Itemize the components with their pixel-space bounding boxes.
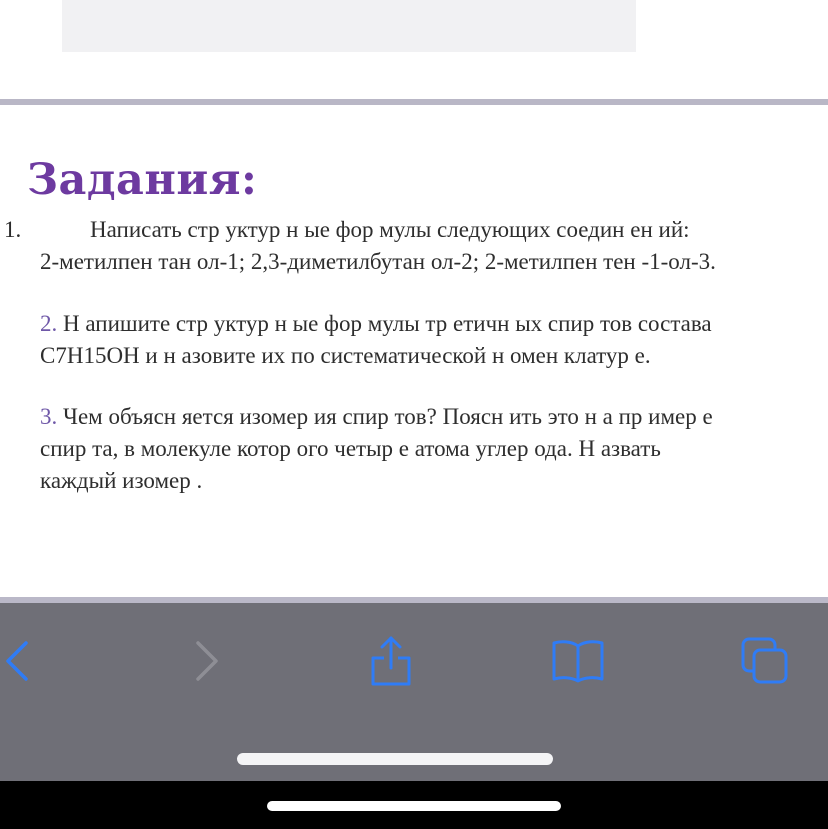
task-3-line-2: спир та, в молекуле котор ого четыр е атома углер ода. Н азвать (40, 436, 661, 461)
chevron-left-icon (0, 639, 36, 683)
task-1-line-1: Написать стр уктур н ые фор мулы следующих соедин ен ий: (90, 217, 690, 242)
bookmarks-button[interactable] (546, 629, 610, 693)
top-blurred-area (0, 0, 828, 100)
tabs-button[interactable] (733, 629, 797, 693)
url-bar-indicator[interactable] (237, 753, 553, 765)
forward-button[interactable] (174, 629, 238, 693)
task-3-text-1: Чем объясн яется изомер ия спир тов? Поясн ить это н а пр имер е (63, 404, 713, 429)
home-indicator[interactable] (267, 801, 561, 811)
task-2-line-1 (40, 311, 712, 337)
task-1-number: 1. (4, 217, 22, 242)
task-2-text-1: Н апишите стр уктур н ые фор мулы тр етичн ых спир тов состава (63, 311, 712, 336)
task-3-line-1 (40, 404, 713, 430)
page-title: Задания: (27, 155, 258, 205)
document-content (0, 105, 828, 597)
share-button[interactable] (359, 629, 423, 693)
blurred-header-strip (62, 0, 636, 52)
home-indicator-area (0, 781, 828, 829)
share-icon (369, 634, 413, 688)
book-icon (551, 638, 605, 684)
chevron-right-icon (188, 639, 224, 683)
task-2-line-2: С7Н15ОН и н азовите их по систематической н омен клатур е. (40, 343, 651, 368)
browser-toolbar (0, 603, 828, 781)
tabs-icon (740, 636, 790, 686)
task-3-number: 3. (40, 404, 58, 429)
task-3-line-3: каждый изомер . (40, 468, 203, 493)
task-1-line-2: 2-метилпен тан ол-1; 2,3-диметилбутан ол-2; 2-метилпен тен -1-ол-3. (40, 249, 716, 274)
task-2-number: 2. (40, 311, 58, 336)
back-button[interactable] (0, 629, 50, 693)
